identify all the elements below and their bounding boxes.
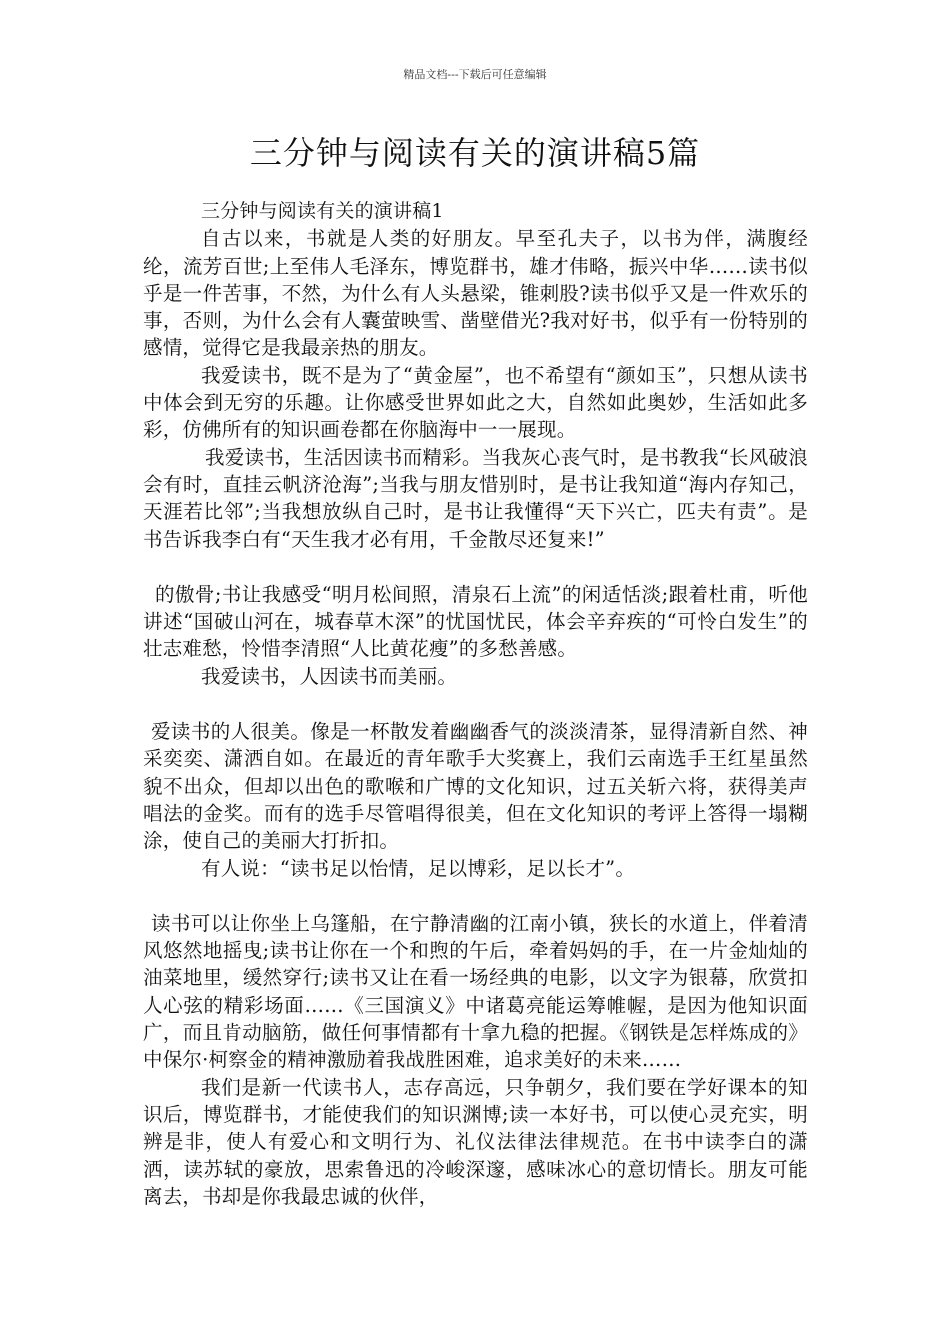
document-title: 三分钟与阅读有关的演讲稿5篇 <box>249 134 701 172</box>
paragraph-gap <box>143 553 808 581</box>
paragraph: 有人说：“读书足以怡情，足以博彩，足以长才”。 <box>201 856 636 880</box>
paragraph: 我们是新一代读书人，志存高远，只争朝夕，我们要在学好课本的知识后，博览群书，才能使我们的知识渊博;读一本好书，可以使心灵充实，明辨是非，使人有爱心和文明行为、礼仪法律法律规范。在书中读李白的潇洒，读苏轼的豪放，思索鲁迅的冷峻深邃，感味冰心的意切情长。朋友可能离去，书却是你我最忠诚的伙伴， <box>143 1075 808 1208</box>
paragraph-gap <box>143 882 808 910</box>
section-subtitle: 三分钟与阅读有关的演讲稿1 <box>201 200 444 222</box>
document-body <box>143 198 808 1210</box>
paragraph: 我爱读书，生活因读书而精彩。当我灰心丧气时，是书教我“长风破浪会有时，直挂云帆济沧海”;当我与朋友惜别时，是书让我知道“海内存知己，天涯若比邻”;当我想放纵自己时，是书让我懂得“天下兴亡，匹夫有责”。是书告诉我李白有“天生我才必有用，千金散尽还复来!” <box>143 445 808 551</box>
paragraph-gap <box>143 690 808 718</box>
paragraph: 我爱读书，人因读书而美丽。 <box>201 664 458 688</box>
paragraph: 读书可以让你坐上乌篷船，在宁静清幽的江南小镇，狭长的水道上，伴着清风悠然地摇曳;读书让你在一个和煦的午后，牵着妈妈的手，在一片金灿灿的油菜地里，缓然穿行;读书又让在看一场经典的电影，以文字为银幕，欣赏扣人心弦的精彩场面……《三国演义》中诸葛亮能运筹帷幄，是因为他知识面广，而且肯动脑筋，做任何事情都有十拿九稳的把握。《钢铁是怎样炼成的》中保尔·柯察金的精神激励着我战胜困难，追求美好的未来…… <box>143 911 808 1072</box>
page-header: 精品文档---下载后可任意编辑 <box>403 68 547 81</box>
paragraph: 我爱读书，既不是为了“黄金屋”，也不希望有“颜如玉”，只想从读书中体会到无穷的乐趣。让你感受世界如此之大，自然如此奥妙，生活如此多彩，仿佛所有的知识画卷都在你脑海中一一展现。 <box>143 363 808 442</box>
paragraph: 的傲骨;书让我感受“明月松间照，清泉石上流”的闲适恬淡;跟着杜甫，听他讲述“国破山河在，城春草木深”的忧国忧民，体会辛弃疾的“可怜白发生”的壮志难愁，怜惜李清照“人比黄花瘦”的多愁善感。 <box>143 582 808 661</box>
paragraph: 自古以来，书就是人类的好朋友。早至孔夫子，以书为伴，满腹经纶，流芳百世;上至伟人毛泽东，博览群书，雄才伟略，振兴中华……读书似乎是一件苦事，不然，为什么有人头悬梁，锥刺股?读书似乎又是一件欢乐的事，否则，为什么会有人囊萤映雪、凿壁借光?我对好书，似乎有一份特别的感情，觉得它是我最亲热的朋友。 <box>143 227 808 360</box>
paragraph: 爱读书的人很美。像是一杯散发着幽幽香气的淡淡清茶，显得清新自然、神采奕奕、潇洒自如。在最近的青年歌手大奖赛上，我们云南选手王红星虽然貌不出众，但却以出色的歌喉和广博的文化知识，过五关斩六将，获得美声唱法的金奖。而有的选手尽管唱得很美，但在文化知识的考评上答得一塌糊涂，使自己的美丽大打折扣。 <box>143 720 808 853</box>
